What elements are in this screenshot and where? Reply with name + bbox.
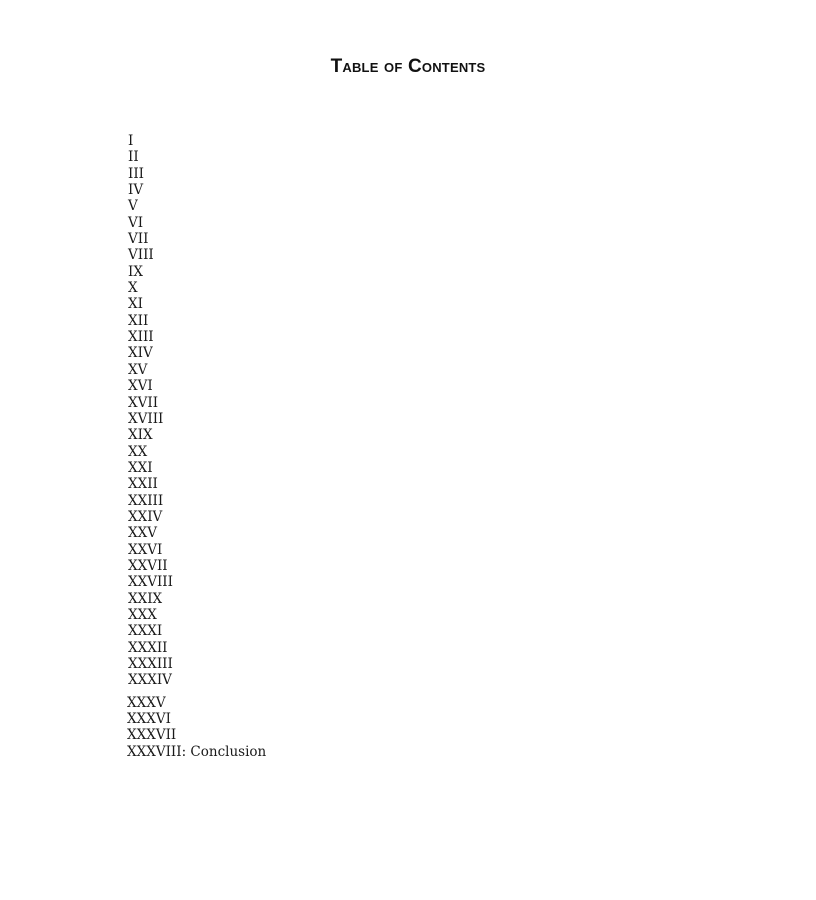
- toc-entry: XX: [128, 443, 148, 460]
- toc-entry: VI: [128, 214, 144, 231]
- toc-entry: XXIX: [128, 590, 163, 607]
- toc-entry: X: [128, 280, 138, 297]
- toc-entry: XXI: [128, 459, 153, 476]
- toc-entry: XXX: [128, 606, 157, 623]
- toc-entry: XIX: [128, 427, 153, 444]
- toc-entry: XI: [128, 296, 143, 313]
- toc-entry: XXXVI: [127, 711, 171, 728]
- toc-entry: XVI: [128, 378, 153, 395]
- toc-entry: XXXI: [128, 623, 163, 640]
- toc-entry: XVIII: [128, 410, 164, 427]
- toc-entry: III: [128, 165, 144, 182]
- toc-entry: XII: [128, 312, 149, 329]
- toc-entry: XXXIV: [128, 672, 172, 689]
- toc-entry: XIII: [128, 329, 154, 346]
- toc-entry-conclusion: XXXVIII: Conclusion: [127, 743, 267, 760]
- toc-entry: XXVI: [128, 541, 163, 558]
- toc-list: [128, 133, 266, 760]
- page-title: Table of Contents: [330, 56, 486, 77]
- toc-entry: XXV: [128, 525, 157, 542]
- toc-entry: IX: [128, 263, 143, 280]
- toc-entry: XXVII: [128, 557, 168, 574]
- toc-entry: XV: [128, 361, 148, 378]
- toc-entry: XXXII: [128, 639, 168, 656]
- toc-entry: XXIV: [128, 508, 163, 525]
- toc-entry: IV: [128, 182, 144, 199]
- toc-entry: VII: [128, 231, 149, 248]
- toc-entry: XXIII: [128, 492, 164, 509]
- toc-entry: XXXVII: [127, 727, 177, 744]
- toc-entry: XVII: [128, 394, 159, 411]
- toc-entry: XIV: [128, 345, 153, 362]
- toc-entry: II: [128, 149, 139, 166]
- toc-entry: XXXV: [127, 694, 166, 711]
- toc-entry: XXXIII: [128, 656, 173, 672]
- toc-entry: VIII: [128, 247, 154, 264]
- toc-entry: XXVIII: [128, 574, 173, 591]
- toc-entry: I: [128, 133, 134, 149]
- toc-entry: V: [128, 198, 138, 215]
- toc-entry: XXII: [128, 476, 158, 493]
